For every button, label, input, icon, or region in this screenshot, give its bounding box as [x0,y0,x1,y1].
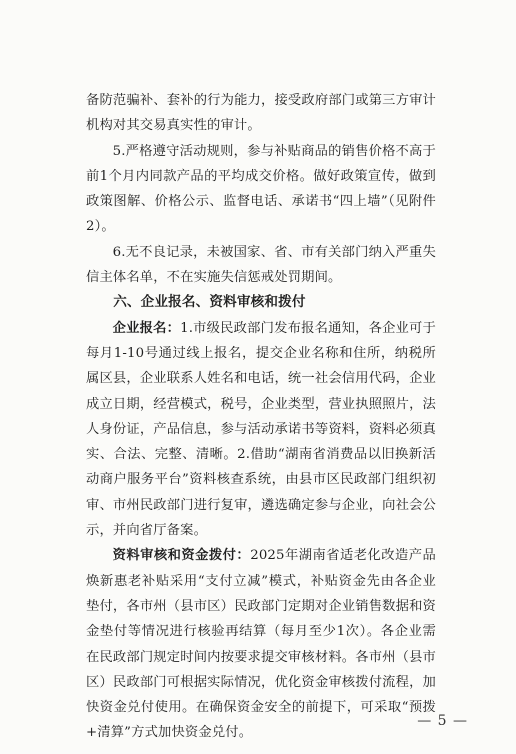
registration-body: 1.市级民政部门发布报名通知，各企业可于每月1-10号通过线上报名，提交企业名称和住所，纳税所属区县，企业联系人姓名和电话，统一社会信用代码，企业成立日期，经营模式，税号，企业类型，营业执照照片，法人身份证，产品信息，参与活动承诺书等资料，资料必须真实、合法、完整、清晰。2.借助“湖南省消费品以旧换新活动商户服务平台”资料核查系统，由县市区民政部门组织初审、市州民政部门进行复审，遴选确定参与企业，向社会公示，并向省厅备案。 [86,320,437,539]
review-body: 2025年湖南省适老化改造产品焕新惠老补贴采用“支付立减”模式，补贴资金先由各企业垫付，各市州（县市区）民政部门定期对企业销售数据和资金垫付等情况进行核验再结算（每月至少1次）。各企业需在民政部门规定时间内按要求提交审核材料。各市州（县市区）民政部门可根据实际情况，优化资金审核拨付流程，加快资金兑付使用。在确保资金安全的前提下，可采取“预拨+清算”方式加快资金兑付。 [86,548,437,741]
paragraph-audit-continuation: 备防范骗补、套补的行为能力，接受政府部门或第三方审计机构对其交易真实性的审计。 [86,93,436,134]
paragraph-item-5-pricing: 5.严格遵守活动规则，参与补贴商品的销售价格不高于前1个月内同款产品的平均成交价格。做好政策宣传，做到政策图解、价格公示、监督电话、承诺书“四上墙”（见附件2）。 [86,143,436,235]
paragraph-review-funding [86,543,436,745]
paragraph-item-6-credit: 6.无不良记录，未被国家、省、市有关部门纳入严重失信主体名单，不在实施失信惩戒处罚期间。 [86,244,436,286]
paragraph-registration [86,316,436,544]
registration-lead: 企业报名： [112,320,181,336]
page-number: — 5 — [417,713,468,729]
review-lead: 资料审核和资金拨付： [112,548,251,564]
section-heading: 六、企业报名、资料审核和拨付 [113,294,306,311]
document-body [86,88,436,746]
